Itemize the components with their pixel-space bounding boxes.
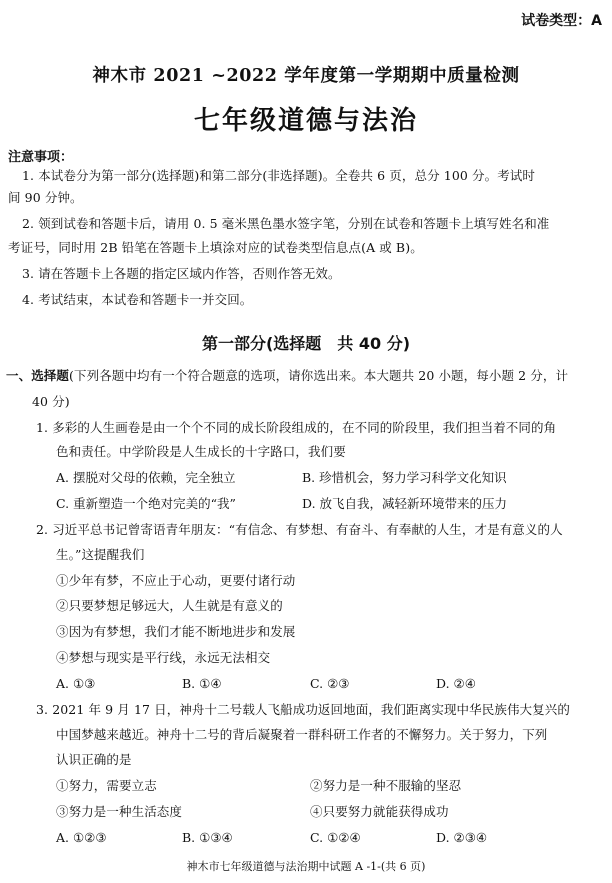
q2-stem-line-2: 生。”这提醒我们 [56, 547, 145, 562]
part-intro-text: (下列各题中均有一个符合题意的选项，请你选出来。本大题共 20 小题，每小题 2 分，计 [69, 368, 569, 383]
q3-option-a[interactable]: A. ①②③ [56, 830, 107, 845]
q1-option-c[interactable]: C. 重新塑造一个绝对完美的“我” [56, 496, 236, 511]
part-intro-line-1 [6, 368, 568, 384]
q3-statement-1: ①努力，需要立志 [56, 778, 157, 793]
q3-statement-2: ②努力是一种不服输的坚忍 [310, 778, 462, 793]
q2-option-b[interactable]: B. ①④ [182, 676, 222, 691]
paper-type-label: 试卷类型：A [521, 13, 602, 29]
q2-statement-1: ①少年有梦，不应止于心动，更要付诸行动 [56, 573, 296, 588]
q3-statement-3: ③努力是一种生活态度 [56, 804, 183, 819]
q2-option-d[interactable]: D. ②④ [436, 676, 476, 691]
note-4: 4. 考试结束，本试卷和答题卡一并交回。 [22, 292, 253, 307]
page-footer: 神木市七年级道德与法治期中试题 A -1-(共 6 页) [186, 860, 426, 873]
subject-title: 七年级道德与法治 [193, 106, 418, 136]
note-3: 3. 请在答题卡上各题的指定区域内作答，否则作答无效。 [22, 266, 341, 281]
q2-option-c[interactable]: C. ②③ [310, 676, 350, 691]
q1-option-d[interactable]: D. 放飞自我，减轻新环境带来的压力 [302, 496, 508, 511]
part-label: 一、选择题 [6, 368, 70, 383]
q2-statement-2: ②只要梦想足够远大，人生就是有意义的 [56, 598, 283, 613]
q3-stem-line-3: 认识正确的是 [56, 752, 132, 767]
q2-statement-3: ③因为有梦想，我们才能不断地进步和发展 [56, 624, 296, 639]
q1-stem-line-2: 色和责任。中学阶段是人生成长的十字路口，我们要 [56, 444, 346, 459]
q1-stem-line-1: 1. 多彩的人生画卷是由一个个不同的成长阶段组成的，在不同的阶段里，我们担当着不同的角 [36, 420, 557, 435]
exam-header: 神木市 2021 ~2022 学年度第一学期期中质量检测 [92, 66, 520, 86]
part-intro-line-2: 40 分) [32, 394, 70, 409]
q3-stem-line-2: 中国梦越来越近。神舟十二号的背后凝聚着一群科研工作者的不懈努力。关于努力，下列 [56, 727, 548, 742]
q3-option-c[interactable]: C. ①②④ [310, 830, 361, 845]
note-2-line-2: 考证号，同时用 2B 铅笔在答题卡上填涂对应的试卷类型信息点(A 或 B)。 [8, 240, 423, 255]
note-2-line-1: 2. 领到试卷和答题卡后，请用 0. 5 毫米黑色墨水签字笔，分别在试卷和答题卡上填写姓名和准 [22, 216, 550, 231]
q2-stem-line-1: 2. 习近平总书记曾寄语青年朋友：“有信念、有梦想、有奋斗、有奉献的人生，才是有意义的人 [36, 522, 563, 537]
section-title: 第一部分(选择题 共 40 分) [201, 334, 411, 353]
q3-option-d[interactable]: D. ②③④ [436, 830, 488, 845]
note-1-line-1: 1. 本试卷分为第一部分(选择题)和第二部分(非选择题)。全卷共 6 页，总分 100 分。考试时 [22, 168, 536, 183]
q2-option-a[interactable]: A. ①③ [56, 676, 96, 691]
q3-option-b[interactable]: B. ①③④ [182, 830, 233, 845]
q1-option-a[interactable]: A. 摆脱对父母的依赖，完全独立 [56, 470, 236, 485]
q3-stem-line-1: 3. 2021 年 9 月 17 日，神舟十二号载人飞船成功返回地面，我们距离实现中华民族伟大复兴的 [36, 702, 570, 717]
q1-option-b[interactable]: B. 珍惜机会，努力学习科学文化知识 [302, 470, 507, 485]
notes-title: 注意事项： [8, 150, 74, 165]
q2-statement-4: ④梦想与现实是平行线，永远无法相交 [56, 650, 271, 665]
q3-statement-4: ④只要努力就能获得成功 [310, 804, 449, 819]
note-1-line-2: 间 90 分钟。 [8, 190, 83, 205]
